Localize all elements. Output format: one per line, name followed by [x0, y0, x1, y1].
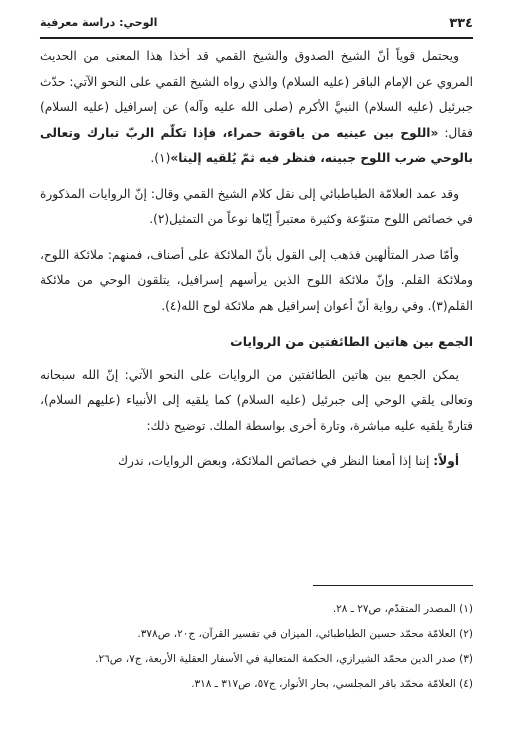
paragraph: وقد عمد العلامّة الطباطبائي إلى نقل كلام الشيخ القمي وقال: إنّ الروايات المذكورة في خصائص اللوح متنوّعة وكثيرة معتبراً إيّاها نوعاً من التمثيل(٢).	[40, 186, 473, 226]
paragraph-text: إننا إذا أمعنا النظر في خصائص الملائكة، وبعض الروايات، ندرك	[117, 454, 434, 468]
section-heading: الجمع بين هاتين الطائفتين من الروايات	[230, 334, 473, 349]
footnote: (٣) صدر الدين محمّد الشيرازي، الحكمة المتعالية في الأسفار العقلية الأربعة، ج٧، ص٢٦.	[95, 653, 473, 665]
paragraph: يمكن الجمع بين هاتين الطائفتين من الروايات على النحو الآتي: إنّ الله سبحانه وتعالى يلقي الوحي إلى جبرئيل (عليه السلام) كما يلقيه إلى الأنبياء (عليهم السلام)، فتارةً يلقيه عليه مباشرة، وتارة أخرى بواسطة الملك. توضيح ذلك:	[40, 367, 473, 433]
footnote: (١) المصدر المتقدّم، ص٢٧ ـ ٢٨.	[332, 603, 473, 615]
book-title: الوحي: دراسة معرفية	[40, 16, 158, 29]
paragraph	[40, 44, 473, 172]
paragraph-lead: أولاً:	[433, 454, 459, 468]
main-text	[40, 44, 473, 485]
paragraph-text: ويحتمل قوياً أنّ الشيخ الصدوق والشيخ القمي قد أخذا هذا المعنى من الحديث المروي عن الإمام الباقر (عليه السلام) والذي رواه الشيخ القمي على النحو الآتي: حدّث جبرئيل (عليه السلام) النبيَّ الأكرم (صلى الله عليه وآله) عن إسرافيل (عليه السلام) فقال:	[40, 49, 473, 140]
quoted-hadith: «اللوح بين عينيه من ياقوتة حمراء، فإذا تكلّم الربّ تبارك وتعالى بالوحي ضرب اللوح جبينه، فنظر فيه ثمّ يُلقيه إلينا»	[40, 125, 473, 165]
footnotes	[40, 597, 473, 697]
footnote: (٤) العلامّة محمّد باقر المجلسي، بحار الأنوار، ج٥٧، ص٣١٧ ـ ٣١٨.	[191, 678, 473, 690]
paragraph	[40, 449, 473, 475]
footnote-ref: (١).	[150, 151, 171, 165]
header-rule	[40, 37, 473, 39]
paragraph: وأمّا صدر المتألهين فذهب إلى القول بأنّ الملائكة على أصناف، فمنهم: ملائكة اللوح، وملائكة القلم. وإنّ ملائكة اللوح الذين يرأسهم إسرافيل، يتلقون الوحي من ملائكة القلم(٣). وفي رواية أنّ أعوان إسرافيل هم ملائكة لوح الله(٤).	[40, 247, 473, 313]
page-header	[40, 16, 473, 34]
footnote-rule	[313, 585, 473, 586]
page-number: ٣٣٤	[449, 16, 473, 31]
footnote: (٢) العلامّة محمّد حسين الطباطبائي، الميزان في تفسير القرآن، ج٢٠، ص٣٧٨.	[137, 628, 473, 640]
